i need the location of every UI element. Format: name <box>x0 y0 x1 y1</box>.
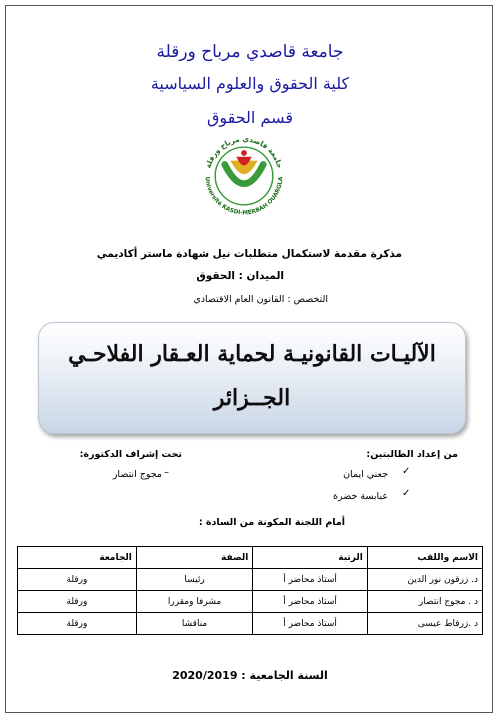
member-rank: أستاذ محاضر أ <box>253 569 368 591</box>
student-name: جعني ايمان <box>343 469 388 480</box>
member-role: رئيسا <box>136 569 252 591</box>
faculty-name: كلية الحقوق والعلوم السياسية <box>150 74 350 93</box>
academic-year: السنة الجامعية : 2020/2019 <box>172 669 328 682</box>
committee-label: أمام اللجنة المكونة من السادة : <box>198 517 345 528</box>
supervisor-name: مجوج انتصار <box>112 469 162 480</box>
member-university: ورقلة <box>18 591 137 613</box>
member-university: ورقلة <box>18 569 137 591</box>
member-rank: أستاذ محاضر أ <box>253 591 368 613</box>
university-name: جامعة قاصدي مرباح ورقلة <box>156 42 344 62</box>
table-row <box>18 591 483 613</box>
check-icon: ✓ <box>402 466 411 477</box>
member-role: مناقشا <box>136 613 252 635</box>
table-row <box>18 569 483 591</box>
logo-latin-text: Université KASDI-MERBAH OUARGLA <box>203 176 285 217</box>
university-logo <box>196 128 292 224</box>
col-header-name: الاسم واللقب <box>367 547 482 569</box>
prepared-by-label: من إعداد الطالبتين: <box>366 449 458 460</box>
member-rank: أستاذ محاضر أ <box>253 613 368 635</box>
dash-bullet: – <box>164 467 169 478</box>
department-name: قسم الحقوق <box>206 108 294 127</box>
col-header-university: الجامعة <box>18 547 137 569</box>
table-row <box>18 613 483 635</box>
supervision-label: تحت إشراف الدكتورة: <box>79 449 182 460</box>
col-header-rank: الرتبة <box>253 547 368 569</box>
thesis-intro: مذكرة مقدمة لاستكمال متطلبات نيل شهادة ماستر أكاديمي <box>96 248 402 260</box>
member-role: مشرفا ومقررا <box>136 591 252 613</box>
member-name: د .زرقاط عيسى <box>367 613 482 635</box>
thesis-title-line2: الجــزائر <box>213 385 291 411</box>
col-header-role: الصفة <box>136 547 252 569</box>
specialty-line: التخصص : القانون العام الاقتصادي <box>193 294 328 305</box>
table-header-row <box>18 547 483 569</box>
member-name: د. زرقون نور الدين <box>367 569 482 591</box>
field-line: الميدان : الحقوق <box>196 270 284 282</box>
student-name: عبابسة خضرة <box>333 491 388 502</box>
member-name: د . مجوج انتصار <box>367 591 482 613</box>
logo-arabic-text: جامعة قاصدي مرباح ورقلة <box>203 134 285 170</box>
thesis-title-line1: الآليـات القانونيـة لحماية العـقار الفلاحـي <box>68 341 436 367</box>
committee-table <box>17 546 483 635</box>
title-box <box>38 322 466 434</box>
member-university: ورقلة <box>18 613 137 635</box>
check-icon: ✓ <box>402 488 411 499</box>
